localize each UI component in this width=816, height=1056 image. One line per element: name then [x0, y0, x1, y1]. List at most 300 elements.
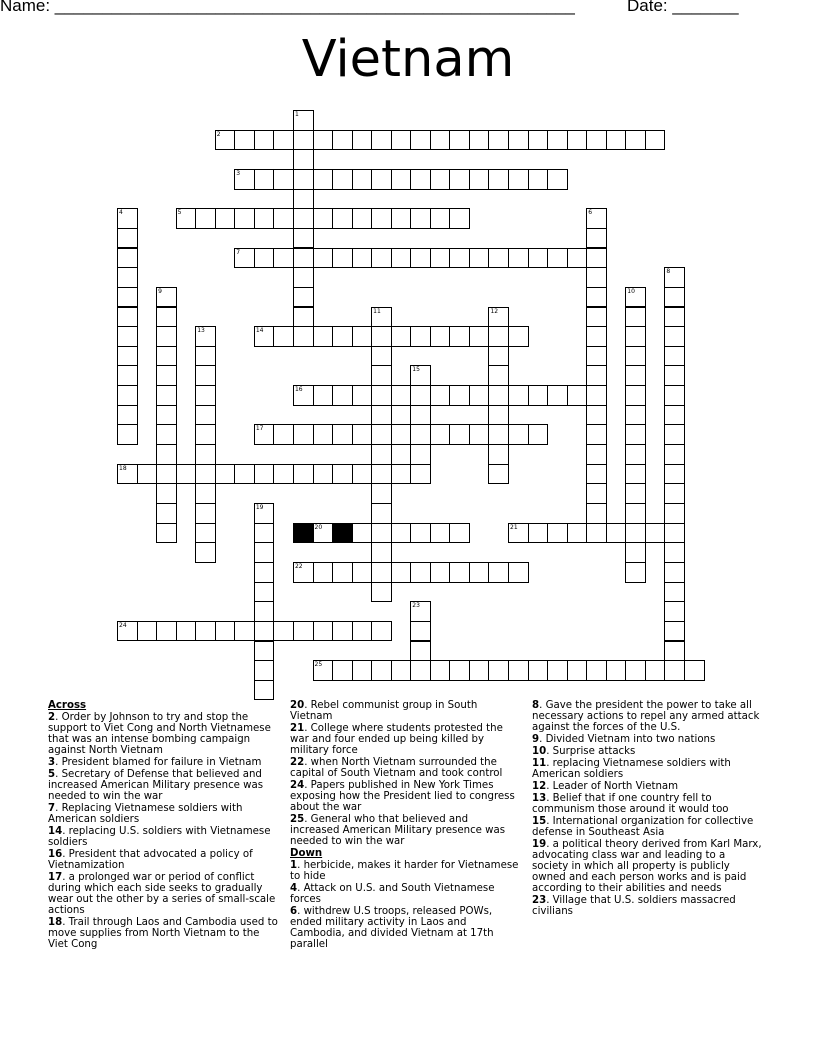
- crossword-cell[interactable]: [488, 424, 509, 445]
- crossword-cell[interactable]: [352, 464, 373, 485]
- crossword-cell[interactable]: [684, 660, 705, 681]
- crossword-cell[interactable]: [508, 169, 529, 190]
- crossword-cell[interactable]: [664, 326, 685, 347]
- crossword-cell[interactable]: [606, 660, 627, 681]
- crossword-cell[interactable]: [293, 208, 314, 229]
- crossword-cell[interactable]: [371, 424, 392, 445]
- crossword-cell[interactable]: [156, 326, 177, 347]
- crossword-cell[interactable]: [195, 208, 216, 229]
- crossword-cell[interactable]: [664, 287, 685, 308]
- crossword-cell[interactable]: [567, 130, 588, 151]
- crossword-cell[interactable]: [547, 385, 568, 406]
- crossword-cell[interactable]: [391, 464, 412, 485]
- crossword-cell[interactable]: [254, 130, 275, 151]
- crossword-cell[interactable]: [273, 130, 294, 151]
- crossword-cell[interactable]: [352, 660, 373, 681]
- crossword-cell[interactable]: [371, 523, 392, 544]
- crossword-cell[interactable]: [195, 385, 216, 406]
- crossword-cell[interactable]: [371, 483, 392, 504]
- crossword-cell[interactable]: [625, 424, 646, 445]
- crossword-cell[interactable]: [352, 326, 373, 347]
- crossword-cell[interactable]: [371, 464, 392, 485]
- crossword-cell[interactable]: [430, 208, 451, 229]
- crossword-cell[interactable]: [293, 424, 314, 445]
- crossword-cell[interactable]: [410, 405, 431, 426]
- crossword-cell[interactable]: [664, 660, 685, 681]
- crossword-cell[interactable]: [586, 346, 607, 367]
- crossword-cell[interactable]: [410, 601, 431, 622]
- crossword-cell[interactable]: [156, 464, 177, 485]
- crossword-cell[interactable]: [156, 307, 177, 328]
- crossword-cell[interactable]: [117, 464, 138, 485]
- crossword-cell[interactable]: [254, 424, 275, 445]
- crossword-cell[interactable]: [273, 326, 294, 347]
- crossword-cell[interactable]: [449, 208, 470, 229]
- crossword-cell[interactable]: [117, 208, 138, 229]
- crossword-cell[interactable]: [156, 405, 177, 426]
- crossword-cell[interactable]: [156, 483, 177, 504]
- crossword-cell[interactable]: [195, 444, 216, 465]
- crossword-cell[interactable]: [586, 660, 607, 681]
- crossword-cell[interactable]: [488, 405, 509, 426]
- crossword-cell[interactable]: [293, 326, 314, 347]
- crossword-cell[interactable]: [567, 385, 588, 406]
- crossword-cell[interactable]: [586, 287, 607, 308]
- crossword-cell[interactable]: [625, 464, 646, 485]
- crossword-cell[interactable]: [313, 130, 334, 151]
- crossword-cell[interactable]: [313, 464, 334, 485]
- crossword-cell[interactable]: [391, 248, 412, 269]
- crossword-cell[interactable]: [313, 424, 334, 445]
- crossword-cell[interactable]: [371, 365, 392, 386]
- crossword-cell[interactable]: [254, 582, 275, 603]
- crossword-cell[interactable]: [449, 523, 470, 544]
- crossword-cell[interactable]: [352, 208, 373, 229]
- crossword-cell[interactable]: [488, 346, 509, 367]
- crossword-cell[interactable]: [430, 326, 451, 347]
- crossword-cell[interactable]: [430, 169, 451, 190]
- crossword-cell[interactable]: [586, 208, 607, 229]
- crossword-cell[interactable]: [547, 169, 568, 190]
- crossword-cell[interactable]: [508, 385, 529, 406]
- crossword-cell[interactable]: [586, 405, 607, 426]
- crossword-cell[interactable]: [371, 405, 392, 426]
- crossword-cell[interactable]: [469, 326, 490, 347]
- crossword-cell[interactable]: [567, 248, 588, 269]
- crossword-cell[interactable]: [586, 130, 607, 151]
- crossword-cell[interactable]: [488, 248, 509, 269]
- crossword-cell[interactable]: [254, 562, 275, 583]
- crossword-cell[interactable]: [664, 385, 685, 406]
- crossword-cell[interactable]: [410, 385, 431, 406]
- crossword-cell[interactable]: [664, 601, 685, 622]
- crossword-cell[interactable]: [488, 365, 509, 386]
- crossword-cell[interactable]: [293, 149, 314, 170]
- crossword-cell[interactable]: [645, 660, 666, 681]
- crossword-cell[interactable]: [156, 424, 177, 445]
- crossword-cell[interactable]: [410, 523, 431, 544]
- crossword-cell[interactable]: [332, 326, 353, 347]
- crossword-cell[interactable]: [117, 267, 138, 288]
- crossword-cell[interactable]: [313, 169, 334, 190]
- crossword-cell[interactable]: [664, 464, 685, 485]
- crossword-cell[interactable]: [567, 660, 588, 681]
- crossword-cell[interactable]: [488, 464, 509, 485]
- crossword-cell[interactable]: [391, 562, 412, 583]
- crossword-cell[interactable]: [528, 385, 549, 406]
- crossword-cell[interactable]: [625, 542, 646, 563]
- crossword-cell[interactable]: [371, 582, 392, 603]
- crossword-cell[interactable]: [430, 562, 451, 583]
- crossword-cell[interactable]: [117, 307, 138, 328]
- crossword-cell[interactable]: [391, 208, 412, 229]
- crossword-cell[interactable]: [586, 444, 607, 465]
- crossword-cell[interactable]: [410, 326, 431, 347]
- crossword-cell[interactable]: [469, 424, 490, 445]
- crossword-cell[interactable]: [664, 267, 685, 288]
- crossword-cell[interactable]: [449, 385, 470, 406]
- crossword-cell[interactable]: [625, 660, 646, 681]
- crossword-cell[interactable]: [625, 444, 646, 465]
- crossword-cell[interactable]: [410, 169, 431, 190]
- crossword-cell[interactable]: [332, 562, 353, 583]
- crossword-cell[interactable]: [352, 130, 373, 151]
- crossword-cell[interactable]: [352, 248, 373, 269]
- crossword-cell[interactable]: [625, 326, 646, 347]
- crossword-cell[interactable]: [195, 503, 216, 524]
- crossword-cell[interactable]: [371, 307, 392, 328]
- crossword-cell[interactable]: [410, 660, 431, 681]
- crossword-cell[interactable]: [254, 208, 275, 229]
- crossword-cell[interactable]: [508, 248, 529, 269]
- crossword-cell[interactable]: [391, 130, 412, 151]
- crossword-cell[interactable]: [215, 464, 236, 485]
- crossword-cell[interactable]: [371, 130, 392, 151]
- crossword-cell[interactable]: [371, 326, 392, 347]
- crossword-cell[interactable]: [352, 523, 373, 544]
- crossword-cell[interactable]: [391, 169, 412, 190]
- crossword-cell[interactable]: [176, 464, 197, 485]
- crossword-cell[interactable]: [664, 405, 685, 426]
- crossword-cell[interactable]: [586, 267, 607, 288]
- crossword-cell[interactable]: [664, 444, 685, 465]
- crossword-cell[interactable]: [488, 562, 509, 583]
- crossword-cell[interactable]: [488, 169, 509, 190]
- crossword-cell[interactable]: [410, 248, 431, 269]
- crossword-cell[interactable]: [332, 208, 353, 229]
- crossword-cell[interactable]: [586, 464, 607, 485]
- crossword-cell[interactable]: [449, 424, 470, 445]
- crossword-cell[interactable]: [625, 130, 646, 151]
- crossword-cell[interactable]: [254, 326, 275, 347]
- crossword-cell[interactable]: [117, 248, 138, 269]
- crossword-cell[interactable]: [664, 621, 685, 642]
- crossword-cell[interactable]: [254, 660, 275, 681]
- crossword-cell[interactable]: [293, 169, 314, 190]
- crossword-cell[interactable]: [293, 287, 314, 308]
- crossword-cell[interactable]: [625, 385, 646, 406]
- crossword-cell[interactable]: [430, 660, 451, 681]
- crossword-cell[interactable]: [625, 562, 646, 583]
- crossword-cell[interactable]: [625, 483, 646, 504]
- crossword-cell[interactable]: [352, 562, 373, 583]
- crossword-cell[interactable]: [371, 208, 392, 229]
- crossword-cell[interactable]: [410, 621, 431, 642]
- crossword-cell[interactable]: [254, 169, 275, 190]
- crossword-cell[interactable]: [352, 169, 373, 190]
- crossword-cell[interactable]: [410, 424, 431, 445]
- crossword-cell[interactable]: [273, 621, 294, 642]
- crossword-cell[interactable]: [430, 130, 451, 151]
- crossword-cell[interactable]: [195, 405, 216, 426]
- crossword-cell[interactable]: [273, 464, 294, 485]
- crossword-cell[interactable]: [586, 365, 607, 386]
- crossword-cell[interactable]: [195, 523, 216, 544]
- crossword-cell[interactable]: [586, 326, 607, 347]
- crossword-cell[interactable]: [332, 660, 353, 681]
- crossword-cell[interactable]: [469, 169, 490, 190]
- crossword-cell[interactable]: [313, 523, 334, 544]
- crossword-cell[interactable]: [528, 424, 549, 445]
- crossword-cell[interactable]: [410, 641, 431, 662]
- crossword-cell[interactable]: [234, 169, 255, 190]
- crossword-cell[interactable]: [528, 130, 549, 151]
- crossword-cell[interactable]: [625, 365, 646, 386]
- crossword-cell[interactable]: [371, 169, 392, 190]
- crossword-cell[interactable]: [508, 562, 529, 583]
- crossword-cell[interactable]: [391, 326, 412, 347]
- crossword-cell[interactable]: [195, 365, 216, 386]
- crossword-cell[interactable]: [293, 189, 314, 210]
- crossword-cell[interactable]: [625, 523, 646, 544]
- crossword-cell[interactable]: [273, 248, 294, 269]
- crossword-cell[interactable]: [508, 424, 529, 445]
- crossword-cell[interactable]: [371, 503, 392, 524]
- crossword-cell[interactable]: [254, 680, 275, 701]
- crossword-cell[interactable]: [117, 365, 138, 386]
- crossword-cell[interactable]: [215, 130, 236, 151]
- crossword-cell[interactable]: [254, 248, 275, 269]
- crossword-cell[interactable]: [195, 483, 216, 504]
- crossword-cell[interactable]: [547, 248, 568, 269]
- crossword-cell[interactable]: [625, 503, 646, 524]
- crossword-cell[interactable]: [449, 660, 470, 681]
- crossword-cell[interactable]: [195, 621, 216, 642]
- crossword-cell[interactable]: [234, 248, 255, 269]
- crossword-cell[interactable]: [293, 130, 314, 151]
- crossword-cell[interactable]: [410, 208, 431, 229]
- crossword-cell[interactable]: [547, 660, 568, 681]
- crossword-cell[interactable]: [117, 346, 138, 367]
- crossword-cell[interactable]: [508, 326, 529, 347]
- crossword-cell[interactable]: [664, 365, 685, 386]
- crossword-cell[interactable]: [410, 130, 431, 151]
- crossword-cell[interactable]: [528, 248, 549, 269]
- crossword-cell[interactable]: [273, 208, 294, 229]
- crossword-cell[interactable]: [371, 542, 392, 563]
- crossword-cell[interactable]: [332, 248, 353, 269]
- crossword-cell[interactable]: [332, 169, 353, 190]
- crossword-cell[interactable]: [234, 464, 255, 485]
- crossword-cell[interactable]: [586, 503, 607, 524]
- crossword-cell[interactable]: [664, 346, 685, 367]
- crossword-cell[interactable]: [352, 385, 373, 406]
- crossword-cell[interactable]: [293, 464, 314, 485]
- crossword-cell[interactable]: [137, 621, 158, 642]
- crossword-cell[interactable]: [664, 582, 685, 603]
- crossword-cell[interactable]: [664, 503, 685, 524]
- crossword-cell[interactable]: [625, 307, 646, 328]
- crossword-cell[interactable]: [293, 267, 314, 288]
- crossword-cell[interactable]: [469, 562, 490, 583]
- crossword-cell[interactable]: [176, 621, 197, 642]
- crossword-cell[interactable]: [352, 621, 373, 642]
- crossword-cell[interactable]: [449, 169, 470, 190]
- crossword-cell[interactable]: [664, 483, 685, 504]
- crossword-cell[interactable]: [449, 248, 470, 269]
- crossword-cell[interactable]: [488, 326, 509, 347]
- crossword-cell[interactable]: [488, 660, 509, 681]
- crossword-cell[interactable]: [313, 385, 334, 406]
- crossword-cell[interactable]: [449, 326, 470, 347]
- crossword-cell[interactable]: [117, 405, 138, 426]
- crossword-cell[interactable]: [254, 601, 275, 622]
- crossword-cell[interactable]: [371, 562, 392, 583]
- crossword-cell[interactable]: [371, 346, 392, 367]
- crossword-cell[interactable]: [254, 503, 275, 524]
- crossword-cell[interactable]: [293, 248, 314, 269]
- crossword-cell[interactable]: [528, 660, 549, 681]
- crossword-cell[interactable]: [410, 365, 431, 386]
- crossword-cell[interactable]: [332, 621, 353, 642]
- crossword-cell[interactable]: [606, 130, 627, 151]
- crossword-cell[interactable]: [371, 444, 392, 465]
- crossword-cell[interactable]: [547, 130, 568, 151]
- crossword-cell[interactable]: [195, 346, 216, 367]
- crossword-cell[interactable]: [293, 562, 314, 583]
- crossword-cell[interactable]: [273, 169, 294, 190]
- crossword-cell[interactable]: [293, 110, 314, 131]
- crossword-cell[interactable]: [313, 621, 334, 642]
- crossword-cell[interactable]: [332, 424, 353, 445]
- crossword-cell[interactable]: [215, 208, 236, 229]
- crossword-cell[interactable]: [195, 542, 216, 563]
- crossword-cell[interactable]: [586, 385, 607, 406]
- crossword-cell[interactable]: [371, 248, 392, 269]
- crossword-cell[interactable]: [156, 621, 177, 642]
- crossword-cell[interactable]: [410, 444, 431, 465]
- crossword-cell[interactable]: [215, 621, 236, 642]
- crossword-cell[interactable]: [586, 424, 607, 445]
- crossword-cell[interactable]: [528, 523, 549, 544]
- crossword-cell[interactable]: [469, 248, 490, 269]
- crossword-cell[interactable]: [273, 424, 294, 445]
- crossword-cell[interactable]: [606, 523, 627, 544]
- crossword-cell[interactable]: [332, 385, 353, 406]
- crossword-cell[interactable]: [664, 562, 685, 583]
- crossword-cell[interactable]: [117, 228, 138, 249]
- crossword-cell[interactable]: [176, 208, 197, 229]
- crossword-cell[interactable]: [371, 660, 392, 681]
- crossword-cell[interactable]: [352, 424, 373, 445]
- crossword-cell[interactable]: [488, 130, 509, 151]
- crossword-cell[interactable]: [195, 464, 216, 485]
- crossword-cell[interactable]: [664, 542, 685, 563]
- crossword-cell[interactable]: [156, 523, 177, 544]
- crossword-cell[interactable]: [586, 523, 607, 544]
- crossword-cell[interactable]: [332, 130, 353, 151]
- crossword-cell[interactable]: [469, 385, 490, 406]
- crossword-cell[interactable]: [586, 228, 607, 249]
- crossword-cell[interactable]: [664, 523, 685, 544]
- crossword-cell[interactable]: [645, 523, 666, 544]
- crossword-cell[interactable]: [254, 641, 275, 662]
- crossword-cell[interactable]: [664, 641, 685, 662]
- crossword-cell[interactable]: [508, 523, 529, 544]
- crossword-cell[interactable]: [645, 130, 666, 151]
- crossword-cell[interactable]: [449, 130, 470, 151]
- crossword-cell[interactable]: [254, 523, 275, 544]
- crossword-cell[interactable]: [156, 365, 177, 386]
- crossword-cell[interactable]: [528, 169, 549, 190]
- crossword-cell[interactable]: [586, 307, 607, 328]
- crossword-cell[interactable]: [156, 287, 177, 308]
- crossword-cell[interactable]: [488, 307, 509, 328]
- crossword-cell[interactable]: [625, 405, 646, 426]
- crossword-cell[interactable]: [391, 660, 412, 681]
- crossword-cell[interactable]: [293, 228, 314, 249]
- crossword-cell[interactable]: [664, 424, 685, 445]
- crossword-cell[interactable]: [332, 464, 353, 485]
- crossword-cell[interactable]: [313, 326, 334, 347]
- crossword-cell[interactable]: [234, 208, 255, 229]
- crossword-cell[interactable]: [391, 385, 412, 406]
- crossword-cell[interactable]: [410, 562, 431, 583]
- crossword-cell[interactable]: [430, 424, 451, 445]
- crossword-cell[interactable]: [430, 248, 451, 269]
- crossword-cell[interactable]: [469, 130, 490, 151]
- crossword-cell[interactable]: [410, 464, 431, 485]
- crossword-cell[interactable]: [313, 660, 334, 681]
- crossword-cell[interactable]: [488, 444, 509, 465]
- crossword-cell[interactable]: [117, 424, 138, 445]
- crossword-cell[interactable]: [391, 523, 412, 544]
- crossword-cell[interactable]: [156, 503, 177, 524]
- crossword-cell[interactable]: [117, 326, 138, 347]
- crossword-cell[interactable]: [391, 424, 412, 445]
- crossword-cell[interactable]: [371, 385, 392, 406]
- crossword-cell[interactable]: [234, 130, 255, 151]
- crossword-cell[interactable]: [430, 523, 451, 544]
- crossword-cell[interactable]: [313, 248, 334, 269]
- crossword-cell[interactable]: [293, 385, 314, 406]
- crossword-cell[interactable]: [469, 660, 490, 681]
- crossword-cell[interactable]: [117, 385, 138, 406]
- crossword-cell[interactable]: [254, 464, 275, 485]
- crossword-cell[interactable]: [430, 385, 451, 406]
- crossword-cell[interactable]: [547, 523, 568, 544]
- crossword-cell[interactable]: [567, 523, 588, 544]
- crossword-cell[interactable]: [137, 464, 158, 485]
- crossword-cell[interactable]: [625, 346, 646, 367]
- crossword-cell[interactable]: [313, 562, 334, 583]
- crossword-cell[interactable]: [625, 287, 646, 308]
- crossword-cell[interactable]: [313, 208, 334, 229]
- crossword-cell[interactable]: [156, 444, 177, 465]
- crossword-cell[interactable]: [156, 385, 177, 406]
- crossword-cell[interactable]: [156, 346, 177, 367]
- crossword-cell[interactable]: [371, 621, 392, 642]
